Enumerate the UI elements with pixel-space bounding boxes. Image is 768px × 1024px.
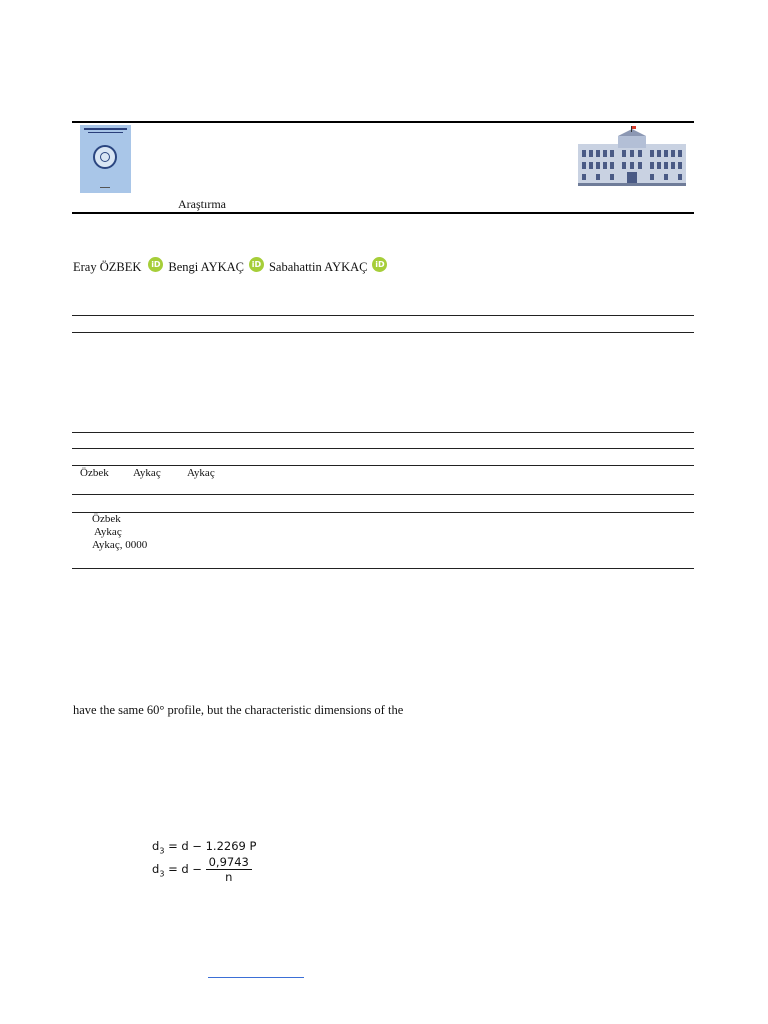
header-bottom-rule — [72, 212, 694, 214]
university-building-image — [578, 126, 686, 186]
author-name: Sabahattin AYKAÇ — [268, 260, 368, 274]
header-top-rule — [72, 121, 694, 123]
body-paragraph: have the same 60° profile, but the characteristic dimensions of the — [73, 703, 404, 717]
citation-name: Aykaç — [133, 467, 161, 479]
divider-line — [72, 494, 694, 495]
divider-line — [72, 568, 694, 569]
author-list — [73, 260, 387, 275]
divider-line — [72, 448, 694, 449]
divider-line — [72, 332, 694, 333]
divider-line — [72, 512, 694, 513]
divider-line — [72, 465, 694, 466]
journal-logo — [80, 125, 131, 193]
divider-line — [72, 432, 694, 433]
article-type-label: Araştırma — [178, 197, 226, 211]
orcid-icon[interactable]: iD — [372, 257, 387, 272]
orcid-icon[interactable]: iD — [148, 257, 163, 272]
fraction-denominator: n — [225, 870, 233, 884]
equation-2: $d_3 = d$ − $\frac{0,9743}{n}$ — [152, 855, 252, 884]
orcid-icon[interactable]: iD — [249, 257, 264, 272]
divider-line — [72, 315, 694, 316]
reference-line: Özbek — [92, 513, 121, 525]
author-name: Bengi AYKAÇ — [168, 260, 244, 274]
equation-1: $d_3 = d - 1.2269$ P — [152, 839, 257, 856]
reference-line: Aykaç, 0000 — [92, 539, 148, 551]
fraction-numerator: 0,9743 — [206, 855, 252, 870]
citation-name: Özbek — [80, 467, 109, 479]
hyperlink[interactable] — [208, 977, 304, 978]
citation-name: Aykaç — [187, 467, 215, 479]
author-name: Eray ÖZBEK — [73, 260, 142, 274]
reference-line: Aykaç — [94, 526, 122, 538]
